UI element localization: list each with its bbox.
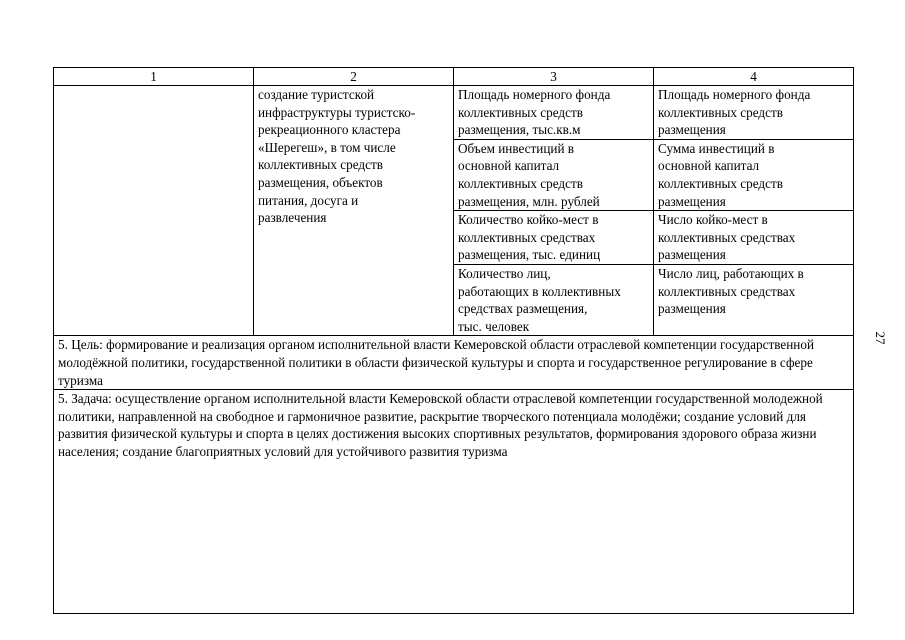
column-header-3: 3 <box>454 68 654 86</box>
goal-cell: 5. Цель: формирование и реализация органом исполнительной власти Кемеровской области отраслевой компетенции государственной молодёжной политики, государственной политики в области физической культуры и спорта и государственное регулирование в сфере туризма <box>54 336 854 390</box>
indicator-cell: Количество койко-мест в коллективных средствах размещения, тыс. единиц <box>454 211 654 265</box>
task-cell: 5. Задача: осуществление органом исполнительной власти Кемеровской области отраслевой компетенции государственной молодежной политики, направленной на свободное и гармоничное развитие, раскрытие творческого потенциала молодёжи; создание условий для развития физической культуры и спорта в целях достижения высоких спортивных результатов, формирования здорового образа жизни населения; создание благоприятных условий для устойчивого развития туризма <box>54 390 854 614</box>
task-row <box>54 390 854 614</box>
column-header-2: 2 <box>254 68 454 86</box>
indicator-cell: Объем инвестиций в основной капитал коллективных средств размещения, млн. рублей <box>454 139 654 210</box>
measure-cell: создание туристской инфраструктуры туристско- рекреационного кластера «Шерегеш», в том числе коллективных средств размещения, объектов питания, досуга и развлечения <box>254 86 454 336</box>
column-header-4: 4 <box>654 68 854 86</box>
indicator-name-cell: Число лиц, работающих в коллективных средствах размещения <box>654 264 854 335</box>
indicator-name-cell: Сумма инвестиций в основной капитал коллективных средств размещения <box>654 139 854 210</box>
empty-cell <box>54 86 254 336</box>
table-header-row <box>54 68 854 86</box>
indicator-name-cell: Число койко-мест в коллективных средствах размещения <box>654 211 854 265</box>
column-header-1: 1 <box>54 68 254 86</box>
indicator-cell: Площадь номерного фонда коллективных средств размещения, тыс.кв.м <box>454 86 654 140</box>
indicator-cell: Количество лиц, работающих в коллективных средствах размещения, тыс. человек <box>454 264 654 335</box>
page-number: 27 <box>873 331 888 345</box>
table-row <box>54 86 854 140</box>
goal-row <box>54 336 854 390</box>
indicators-table <box>53 67 854 614</box>
indicator-name-cell: Площадь номерного фонда коллективных средств размещения <box>654 86 854 140</box>
